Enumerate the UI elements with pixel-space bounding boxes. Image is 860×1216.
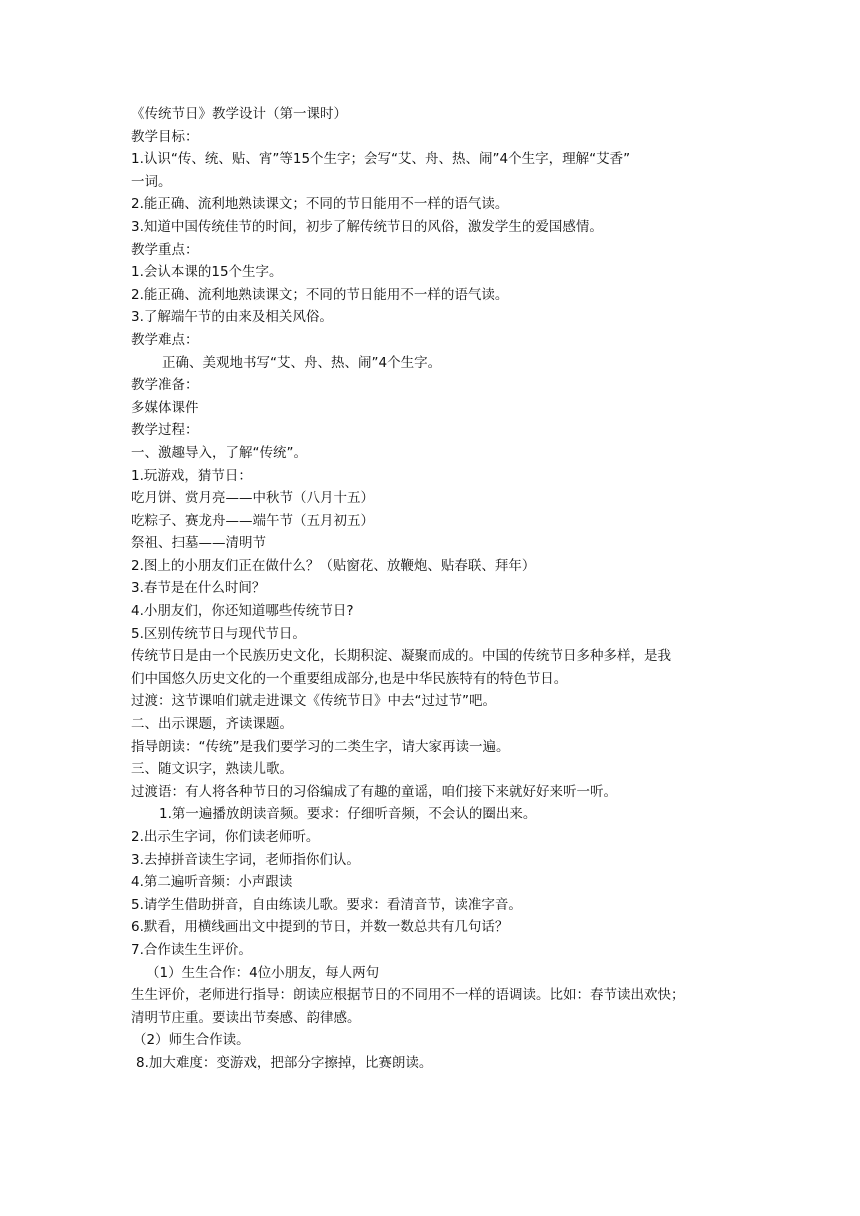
transition-2: 过渡语：有人将各种节日的习俗编成了有趣的童谣，咱们接下来就好好来听一听。 (131, 783, 617, 800)
festival-qingming: 祭祖、扫墓——清明节 (131, 535, 266, 552)
step-3-1: 1.第一遍播放朗读音频。要求：仔细听音频，不会认的圈出来。 (159, 806, 537, 823)
step-3-7-sub-2: （2）师生合作读。 (133, 1032, 250, 1049)
heading-difficulties: 教学难点： (131, 331, 199, 348)
step-3-3: 3.去掉拼音读生字词，老师指你们认。 (131, 851, 360, 868)
step-3-5: 5.请学生借助拼音，自由练读儿歌。要求：看清音节，读准字音。 (131, 896, 522, 913)
document-title: 《传统节日》教学设计（第一课时） (131, 106, 347, 122)
key-point-2: 2.能正确、流利地熟读课文；不同的节日能用不一样的语气读。 (131, 286, 509, 303)
festival-dragon-boat: 吃粽子、赛龙舟——端午节（五月初五） (131, 512, 374, 529)
step-1-4: 4.小朋友们，你还知道哪些传统节日? (131, 603, 354, 620)
objective-2: 2.能正确、流利地熟读课文；不同的节日能用不一样的语气读。 (131, 196, 509, 213)
step-3-7-sub-1: （1）生生合作：4位小朋友，每人两句 (146, 964, 380, 981)
key-point-3: 3.了解端午节的由来及相关风俗。 (131, 309, 333, 326)
objective-1-continued: 一词。 (131, 173, 172, 190)
transition-1: 过渡：这节课咱们就走进课文《传统节日》中去“过过节”吧。 (131, 693, 496, 710)
section-2-heading: 二、出示课题，齐读课题。 (131, 716, 293, 733)
step-3-8: 8.加大难度：变游戏，把部分字擦掉，比赛朗读。 (136, 1054, 433, 1071)
peer-evaluation: 生生评价，老师进行指导：朗读应根据节日的不同用不一样的语调读。比如：春节读出欢快； (131, 987, 685, 1004)
document-body (131, 103, 731, 1075)
reading-guidance: 指导朗读：“传统”是我们要学习的二类生字，请大家再读一遍。 (131, 738, 510, 755)
step-3-6: 6.默看，用横线画出文中提到的节日，并数一数总共有几句话？ (131, 919, 509, 936)
section-3-heading: 三、随文识字，熟读儿歌。 (131, 761, 293, 778)
step-1-2: 2.图上的小朋友们正在做什么？（贴窗花、放鞭炮、贴春联、拜年） (131, 557, 536, 574)
objective-1: 1.认识“传、统、贴、宵”等15个生字；会写“艾、舟、热、闹”4个生字，理解“艾香” (131, 151, 631, 168)
heading-key-points: 教学重点： (131, 241, 199, 258)
paragraph-traditional-festivals-continued: 们中国悠久历史文化的一个重要组成部分,也是中华民族特有的特色节日。 (131, 670, 568, 687)
step-1-3: 3.春节是在什么时间？ (131, 580, 266, 597)
paragraph-traditional-festivals: 传统节日是由一个民族历史文化，长期积淀、凝聚而成的。中国的传统节日多种多样，是我 (131, 648, 671, 665)
preparation-text: 多媒体课件 (131, 399, 199, 416)
key-point-1: 1.会认本课的15个生字。 (131, 264, 283, 281)
section-1-heading: 一、激趣导入，了解“传统”。 (131, 444, 307, 461)
festival-mid-autumn: 吃月饼、赏月亮——中秋节（八月十五） (131, 490, 374, 507)
heading-preparation: 教学准备： (131, 377, 199, 394)
heading-process: 教学过程： (131, 422, 199, 439)
peer-evaluation-continued: 清明节庄重。要读出节奏感、韵律感。 (131, 1009, 361, 1026)
heading-objectives: 教学目标： (131, 128, 199, 145)
step-3-7: 7.合作读生生评价。 (131, 941, 252, 958)
step-1-5: 5.区别传统节日与现代节日。 (131, 625, 306, 642)
step-3-4: 4.第二遍听音频：小声跟读 (131, 874, 293, 891)
difficulty-text: 正确、美观地书写“艾、舟、热、闹”4个生字。 (162, 354, 442, 371)
step-1-1: 1.玩游戏，猜节日： (131, 467, 252, 484)
step-3-2: 2.出示生字词，你们读老师听。 (131, 829, 320, 845)
objective-3: 3.知道中国传统佳节的时间，初步了解传统节日的风俗，激发学生的爱国感情。 (131, 218, 603, 235)
